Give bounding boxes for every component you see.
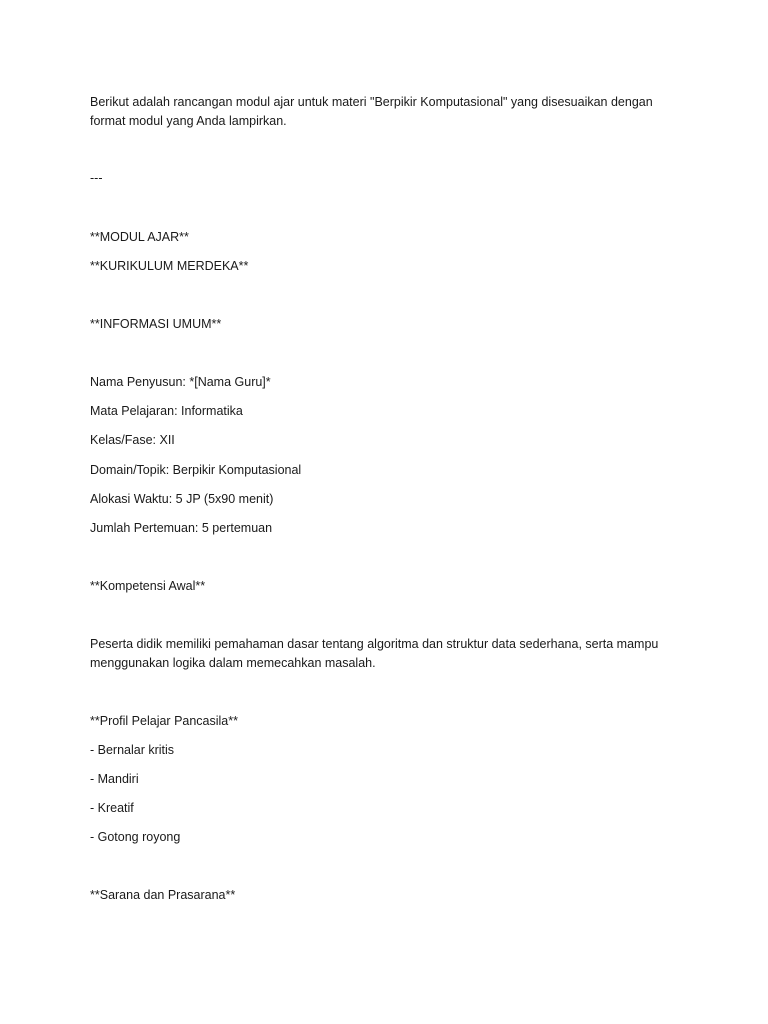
profile-item: - Mandiri bbox=[90, 772, 139, 786]
info-subject: Mata Pelajaran: Informatika bbox=[90, 404, 243, 418]
module-title: **MODUL AJAR** bbox=[90, 230, 189, 244]
profile-item: - Bernalar kritis bbox=[90, 743, 175, 757]
initial-competency-heading: **Kompetensi Awal** bbox=[90, 579, 206, 593]
curriculum-title: **KURIKULUM MERDEKA** bbox=[90, 259, 249, 273]
intro-paragraph: Berikut adalah rancangan modul ajar untuk materi "Berpikir Komputasional" yang disesuaikan dengan format modul yang Anda lampirkan. bbox=[90, 95, 653, 128]
info-author: Nama Penyusun: *[Nama Guru]* bbox=[90, 375, 271, 389]
profile-item: - Gotong royong bbox=[90, 830, 181, 844]
info-class: Kelas/Fase: XII bbox=[90, 433, 175, 447]
profile-item: - Kreatif bbox=[90, 801, 134, 815]
separator-line: --- bbox=[90, 171, 103, 185]
initial-competency-paragraph: Peserta didik memiliki pemahaman dasar tentang algoritma dan struktur data sederhana, serta mampu menggunakan logika dalam memecahkan masalah. bbox=[90, 637, 659, 670]
info-meetings: Jumlah Pertemuan: 5 pertemuan bbox=[90, 521, 273, 535]
info-time: Alokasi Waktu: 5 JP (5x90 menit) bbox=[90, 492, 274, 506]
info-topic: Domain/Topik: Berpikir Komputasional bbox=[90, 463, 302, 477]
profile-heading: **Profil Pelajar Pancasila** bbox=[90, 714, 238, 728]
general-info-heading: **INFORMASI UMUM** bbox=[90, 317, 222, 331]
facilities-heading: **Sarana dan Prasarana** bbox=[90, 888, 236, 902]
